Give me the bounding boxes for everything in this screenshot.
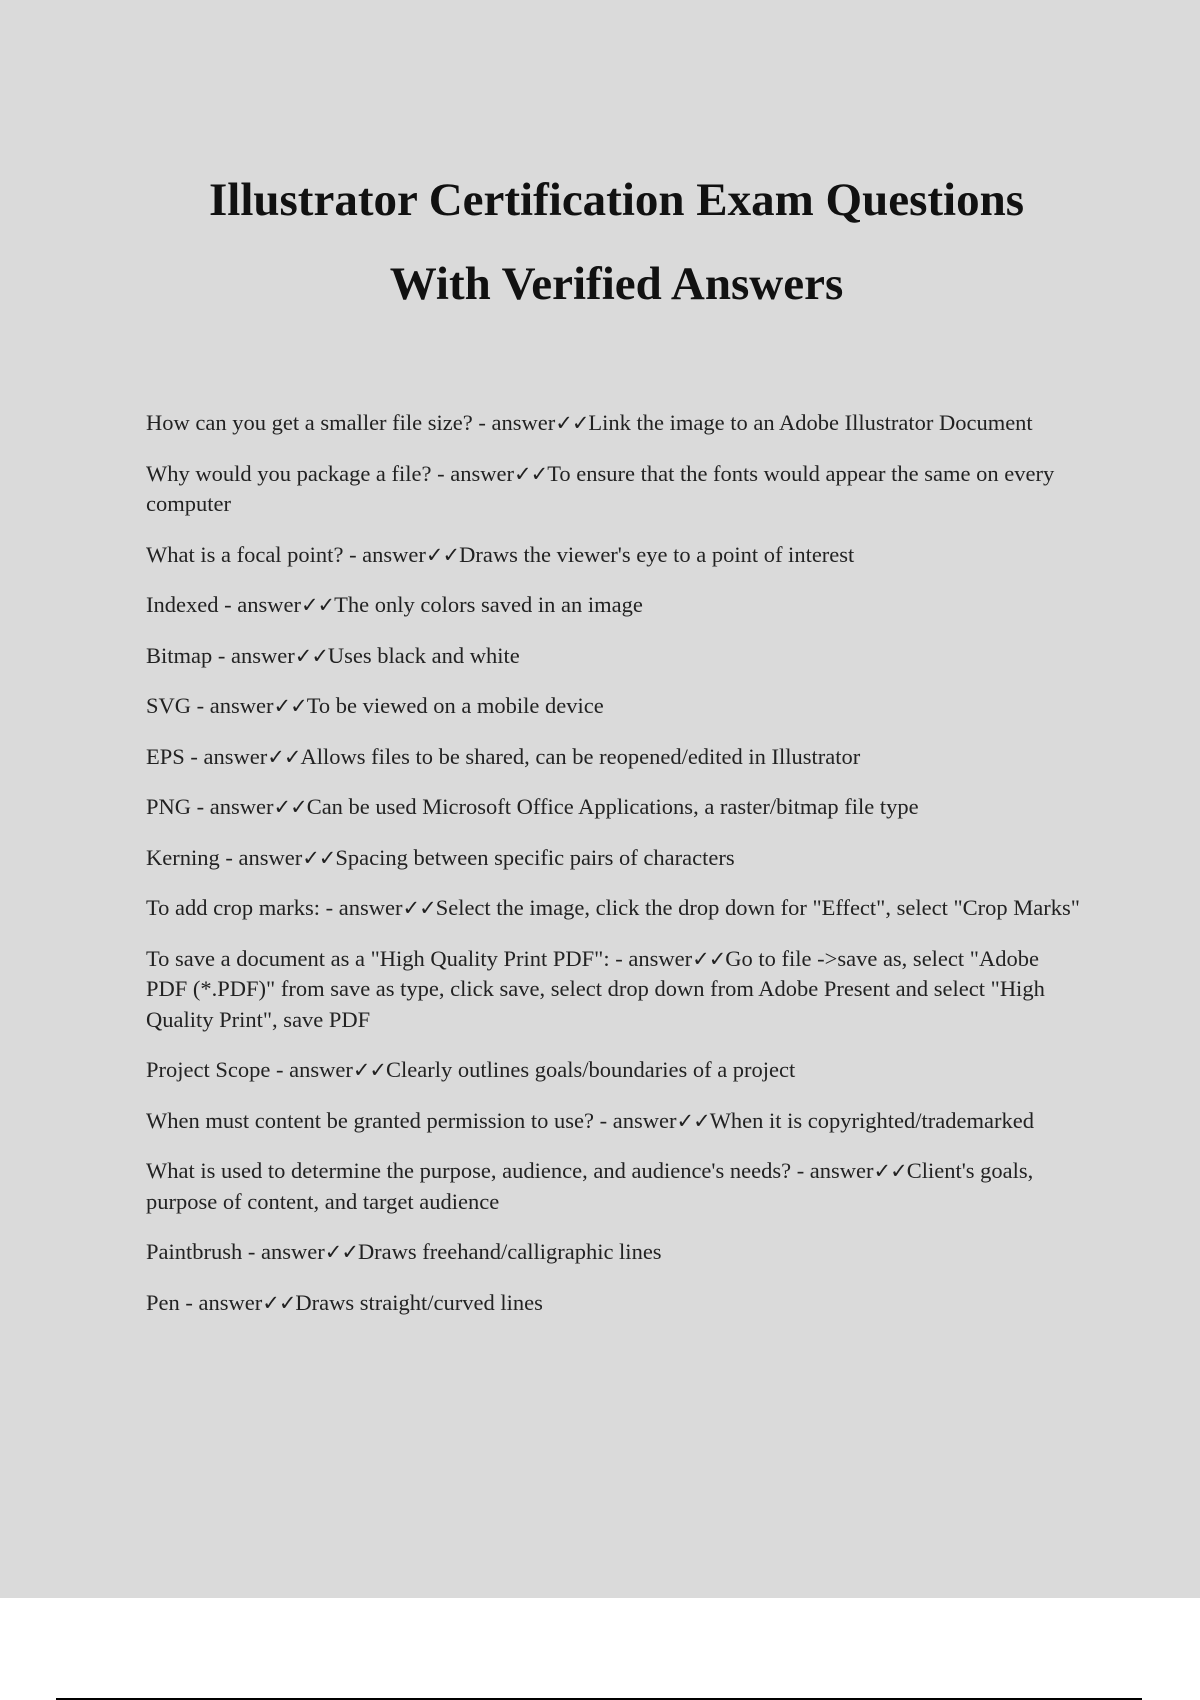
check-marks-icon: ✓✓ bbox=[402, 896, 436, 920]
answer-separator: - answer bbox=[191, 693, 274, 718]
answer-separator: - answer bbox=[219, 844, 303, 870]
answer-text: When it is copyrighted/trademarked bbox=[709, 1107, 1034, 1133]
question-text: PNG bbox=[146, 794, 192, 819]
answer-text: Uses black and white bbox=[327, 642, 520, 668]
answer-text: Draws freehand/calligraphic lines bbox=[357, 1239, 662, 1264]
check-marks-icon: ✓✓ bbox=[692, 946, 726, 971]
answer-separator: - answer bbox=[218, 592, 301, 617]
qa-item bbox=[146, 691, 1081, 722]
check-marks-icon: ✓✓ bbox=[676, 1108, 710, 1133]
qa-item bbox=[146, 641, 1081, 672]
check-marks-icon: ✓✓ bbox=[352, 1058, 387, 1082]
check-marks-icon: ✓✓ bbox=[513, 461, 548, 486]
answer-separator: - answer bbox=[609, 945, 693, 971]
answer-text: To ensure that the fonts would appear the same on every computer bbox=[146, 460, 1055, 516]
answer-separator: - answer bbox=[179, 1289, 263, 1315]
answer-separator: - answer bbox=[431, 460, 514, 486]
question-text: To add crop marks: bbox=[146, 895, 321, 920]
question-text: Project Scope bbox=[146, 1057, 271, 1082]
answer-separator: - answer bbox=[343, 541, 426, 567]
answer-separator: - answer bbox=[242, 1239, 325, 1264]
question-text: Why would you package a file? bbox=[146, 460, 432, 486]
answer-text: Select the image, click the drop down for "Effect", select "Crop Marks" bbox=[435, 895, 1080, 920]
check-marks-icon: ✓✓ bbox=[873, 1159, 907, 1183]
question-text: When must content be granted permission to use? bbox=[146, 1107, 595, 1133]
answer-text: Client's goals, purpose of content, and target audience bbox=[146, 1158, 1034, 1214]
title-line-2: With Verified Answers bbox=[389, 258, 844, 310]
question-text: To save a document as a "High Quality Print PDF": bbox=[146, 945, 610, 971]
qa-item bbox=[146, 1055, 1081, 1086]
answer-separator: - answer bbox=[212, 642, 295, 668]
question-text: SVG bbox=[146, 693, 192, 718]
check-marks-icon: ✓✓ bbox=[555, 411, 589, 435]
check-marks-icon: ✓✓ bbox=[273, 795, 307, 819]
question-text: Pen bbox=[146, 1289, 180, 1315]
answer-separator: - answer bbox=[191, 794, 274, 819]
question-text: EPS bbox=[146, 743, 185, 769]
question-text: What is a focal point? bbox=[146, 541, 344, 567]
question-text: Bitmap bbox=[146, 642, 213, 668]
answer-separator: - answer bbox=[320, 895, 403, 920]
check-marks-icon: ✓✓ bbox=[302, 845, 336, 870]
qa-item bbox=[146, 540, 1081, 571]
answer-separator: - answer bbox=[791, 1158, 874, 1183]
question-text: Kerning bbox=[146, 844, 220, 870]
qa-item bbox=[146, 742, 1081, 773]
qa-item bbox=[146, 893, 1081, 924]
answer-separator: - answer bbox=[184, 743, 268, 769]
answer-text: Draws straight/curved lines bbox=[295, 1289, 543, 1315]
question-text: How can you get a smaller file size? bbox=[146, 410, 473, 435]
qa-item bbox=[146, 408, 1081, 439]
answer-text: Go to file ->save as, select "Adobe PDF (*.PDF)" from save as type, click save, select drop down from Adobe Present and select "High Quality Print", save PDF bbox=[146, 945, 1045, 1032]
answer-text: Draws the viewer's eye to a point of interest bbox=[459, 541, 855, 567]
check-marks-icon: ✓✓ bbox=[425, 542, 460, 567]
answer-separator: - answer bbox=[594, 1107, 677, 1133]
question-text: Indexed bbox=[146, 592, 219, 617]
answer-text: The only colors saved in an image bbox=[334, 592, 643, 617]
qa-item bbox=[146, 1288, 1081, 1319]
answer-text: To be viewed on a mobile device bbox=[306, 693, 604, 718]
qa-item bbox=[146, 590, 1081, 621]
qa-item bbox=[146, 1237, 1081, 1268]
qa-item bbox=[146, 792, 1081, 823]
qa-item bbox=[146, 843, 1081, 874]
question-text: What is used to determine the purpose, audience, and audience's needs? bbox=[146, 1158, 792, 1183]
check-marks-icon: ✓✓ bbox=[294, 643, 328, 668]
answer-text: Clearly outlines goals/boundaries of a project bbox=[386, 1057, 796, 1082]
page-title bbox=[0, 158, 1200, 326]
question-text: Paintbrush bbox=[146, 1239, 243, 1264]
qa-item bbox=[146, 944, 1081, 1036]
question-answer-list bbox=[146, 408, 1081, 1338]
qa-item bbox=[146, 1106, 1081, 1137]
check-marks-icon: ✓✓ bbox=[324, 1240, 358, 1264]
check-marks-icon: ✓✓ bbox=[262, 1290, 296, 1315]
answer-separator: - answer bbox=[270, 1057, 353, 1082]
answer-text: Spacing between specific pairs of characters bbox=[335, 844, 735, 870]
check-marks-icon: ✓✓ bbox=[273, 694, 307, 718]
title-line-1: Illustrator Certification Exam Questions bbox=[208, 174, 1025, 226]
qa-item bbox=[146, 1156, 1081, 1217]
answer-text: Can be used Microsoft Office Applications, a raster/bitmap file type bbox=[306, 794, 919, 819]
check-marks-icon: ✓✓ bbox=[300, 593, 335, 617]
check-marks-icon: ✓✓ bbox=[267, 744, 301, 769]
answer-text: Allows files to be shared, can be reopened/edited in Illustrator bbox=[300, 743, 861, 769]
answer-text: Link the image to an Adobe Illustrator Document bbox=[588, 410, 1033, 435]
qa-item bbox=[146, 459, 1081, 520]
answer-separator: - answer bbox=[472, 410, 556, 435]
